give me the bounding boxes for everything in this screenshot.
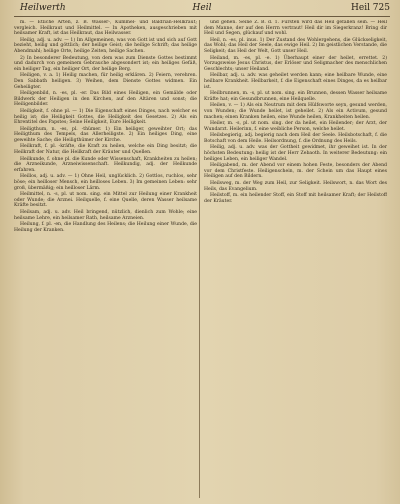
column-divider — [199, 20, 200, 498]
header-center-keyword: Heil — [192, 3, 212, 13]
entry-paragraph: Heilen, v. — 1) Als ein Neutrum mit dem Hülfsworte seyn, gesund werden, von Wunden; die Wunde heilet, ist geheilet. 2) Als ein Activum, gesund machen; einen Kranken heilen, eine Wunde heilen, Krankheiten heilen. — [204, 103, 387, 120]
entry-paragraph: m. — Etliche Arten, z. B. Wasser-, Kümmel- und Baldrian-Hellkraut; vergleich. Heilkraut und Heilmittel. — In Apotheken, ausgeschrieben mit heilsamer Kraft, ist das Heilkraut, das Heilwasser. — [14, 20, 197, 37]
entry-paragraph: Heiligenbild, n. -es, pl. -er. Das Bild eines Heiligen, ein Gemälde oder Bildwerk der Heiligen in den Kirchen, auf den Altären und sonst; die Heiligenbilder. — [14, 91, 197, 108]
header-left-keyword: Heilwerth — [20, 3, 66, 13]
entry-paragraph: Heiland, m. -es, pl. -e. 1) Überhaupt einer der heilet, errettet. 2) Vorzugsweise Jesus Christus, der Erlöser und Seligmacher des menschlichen Geschlechts; unser Heiland. — [204, 55, 387, 72]
header-rule — [14, 16, 390, 17]
entry-paragraph: Heillos, adj. u. adv. — 1) Ohne Heil, unglücklich. 2) Gottlos, ruchlos, sehr böse; ein heilloser Mensch, ein heilloses Leben. 3) Im gemeinen Leben: sehr groß, übermäßig; ein heilloser Lärm. — [14, 174, 197, 191]
entry-paragraph: Heilstoff, m. ein heilender Stoff, ein Stoff mit heilsamer Kraft; der Heilstoff der Kräuter. — [204, 193, 387, 204]
entry-paragraph: Heilsam, adj. u. adv. Heil bringend, nützlich, dienlich zum Wohle; eine heilsame Lehre, ein heilsamer Rath, heilsame Arzneien. — [14, 210, 197, 221]
page-header — [14, 3, 390, 17]
entry-paragraph: Heilmittel, n. -s, pl. ut nom. sing. ein Mittel zur Heilung einer Krankheit oder Wunde; die Arznei. Heilquelle, f. eine Quelle, deren Wasser heilsame Kräfte besitzt. — [14, 192, 197, 209]
entry-paragraph: Heilsbegierig, adj. begierig nach dem Heil der Seele. Heilsbotschaft, f. die Botschaft von dem Heile. Heilsordnung, f. die Ordnung des Heils. — [204, 133, 387, 144]
entry-paragraph: Heilkraft, f. pl. -kräfte, die Kraft zu heilen, welche ein Ding besitzt; die Heilkraft der Natur, die Heilkraft der Kräuter und Quellen. — [14, 144, 197, 156]
entry-paragraph: Heiligthum, n. -es, pl. -thümer. 1) Ein heiliger, geweihter Ort; das Heiligthum des Tempels, das Allerheiligste. 2) Ein heiliges Ding, eine geweihte Sache; die Heiligthümer der Kirche. — [14, 126, 197, 143]
entry-paragraph: 2) In besonderer Bedeutung, von dem was zum Dienste Gottes bestimmt und dadurch von gemeinem Gebrauche abgesondert ist; ein heiliges Gefäß, ein heiliger Tag, ein heiliger Ort, der heilige Berg. — [14, 55, 197, 72]
entry-paragraph: Heilkunde, f. ohne pl. die Kunde oder Wissenschaft, Krankheiten zu heilen; die Arzneikunde, Arzneiwissenschaft. Heilkundig, adj. der Heilkunde erfahren. — [14, 156, 197, 173]
entry-paragraph: Heiligen, v. a. 1) Heilig machen, für heilig erklären. 2) Feiern, verehren. Den Sabbath heiligen. 3) Weihen, dem Dienste Gottes widmen. Ein Geheiligter. — [14, 73, 197, 90]
entry-paragraph: Heilbrunnen, m. -s, pl. ut nom. sing. ein Brunnen, dessen Wasser heilsame Kräfte hat; ein Gesundbrunnen, eine Heilquelle. — [204, 91, 387, 102]
entry-paragraph: Heilig, adj. u. adv. — 1) Im Allgemeinen, was von Gott ist und sich auf Gott bezieht, heilig und göttlich; der heilige Geist; die heilige Schrift; das heilige Abendmahl; heilige Orte, heilige Zeiten, heilige Sachen. — [14, 37, 197, 54]
entry-paragraph: Heilbar, adj. u. adv. was geheilet werden kann; eine heilbare Wunde, eine heilbare Krankheit. Heilbarkeit, f. die Eigenschaft eines Dinges, da es heilbar ist. — [204, 73, 387, 90]
entry-paragraph: Heilig, adj. u. adv. was der Gottheit gewidmet, ihr geweihet ist. In der höchsten Bedeutung: heilig ist der Herr Zebaoth. In weiterer Bedeutung: ein heiliges Leben, ein heiliger Wandel. — [204, 145, 387, 162]
entry-paragraph: Heiligkeit, f. ohne pl. — 1) Die Eigenschaft eines Dinges, nach welcher es heilig ist; die Heiligkeit Gottes, die Heiligkeit des Gesetzes. 2) Als ein Ehrentitel des Papstes; Seine Heiligkeit, Eure Heiligkeit. — [14, 108, 197, 126]
entry-paragraph: und gehen. Seine Z. B. d. 1. Fürsten wird das Heil gefallen sein. — Heil dem Manne, der auf den Herrn vertraut! Heil dir im Siegerkranz! Bring dir Heil und Segen, glückauf und wohl. — [204, 20, 387, 37]
right-column — [204, 20, 387, 498]
entry-paragraph: Heil, n. -es, pl. inus. 1) Der Zustand des Wohlergehens, die Glückseligkeit, das Wohl; das Heil der Seele, das ewige Heil. 2) Im geistlichen Verstande, die Seligkeit; das Heil der Welt, Gott unser Heil. — [204, 37, 387, 54]
entry-paragraph: Heiler, m. -s, pl. ut nom. sing. der da heilet, ein Heilender; der Arzt, der Wundarzt. Heilerinn, f. eine weibliche Person, welche heilet. — [204, 121, 387, 132]
header-page-number: Heil 725 — [351, 3, 390, 13]
entry-paragraph: Heilung, f. pl. -en, die Handlung des Heilens; die Heilung einer Wunde, die Heilung der Kranken. — [14, 222, 197, 233]
entry-paragraph: Heiligabend, m. der Abend vor einem hohen Feste, besonders der Abend vor dem Christfeste. Heiligenschein, m. der Schein um das Haupt eines Heiligen auf den Bildern. — [204, 163, 387, 180]
left-column — [14, 20, 197, 498]
entry-paragraph: Heilsweg, m. der Weg zum Heil, zur Seligkeit. Heilswort, n. das Wort des Heils, das Evangelium. — [204, 181, 387, 192]
